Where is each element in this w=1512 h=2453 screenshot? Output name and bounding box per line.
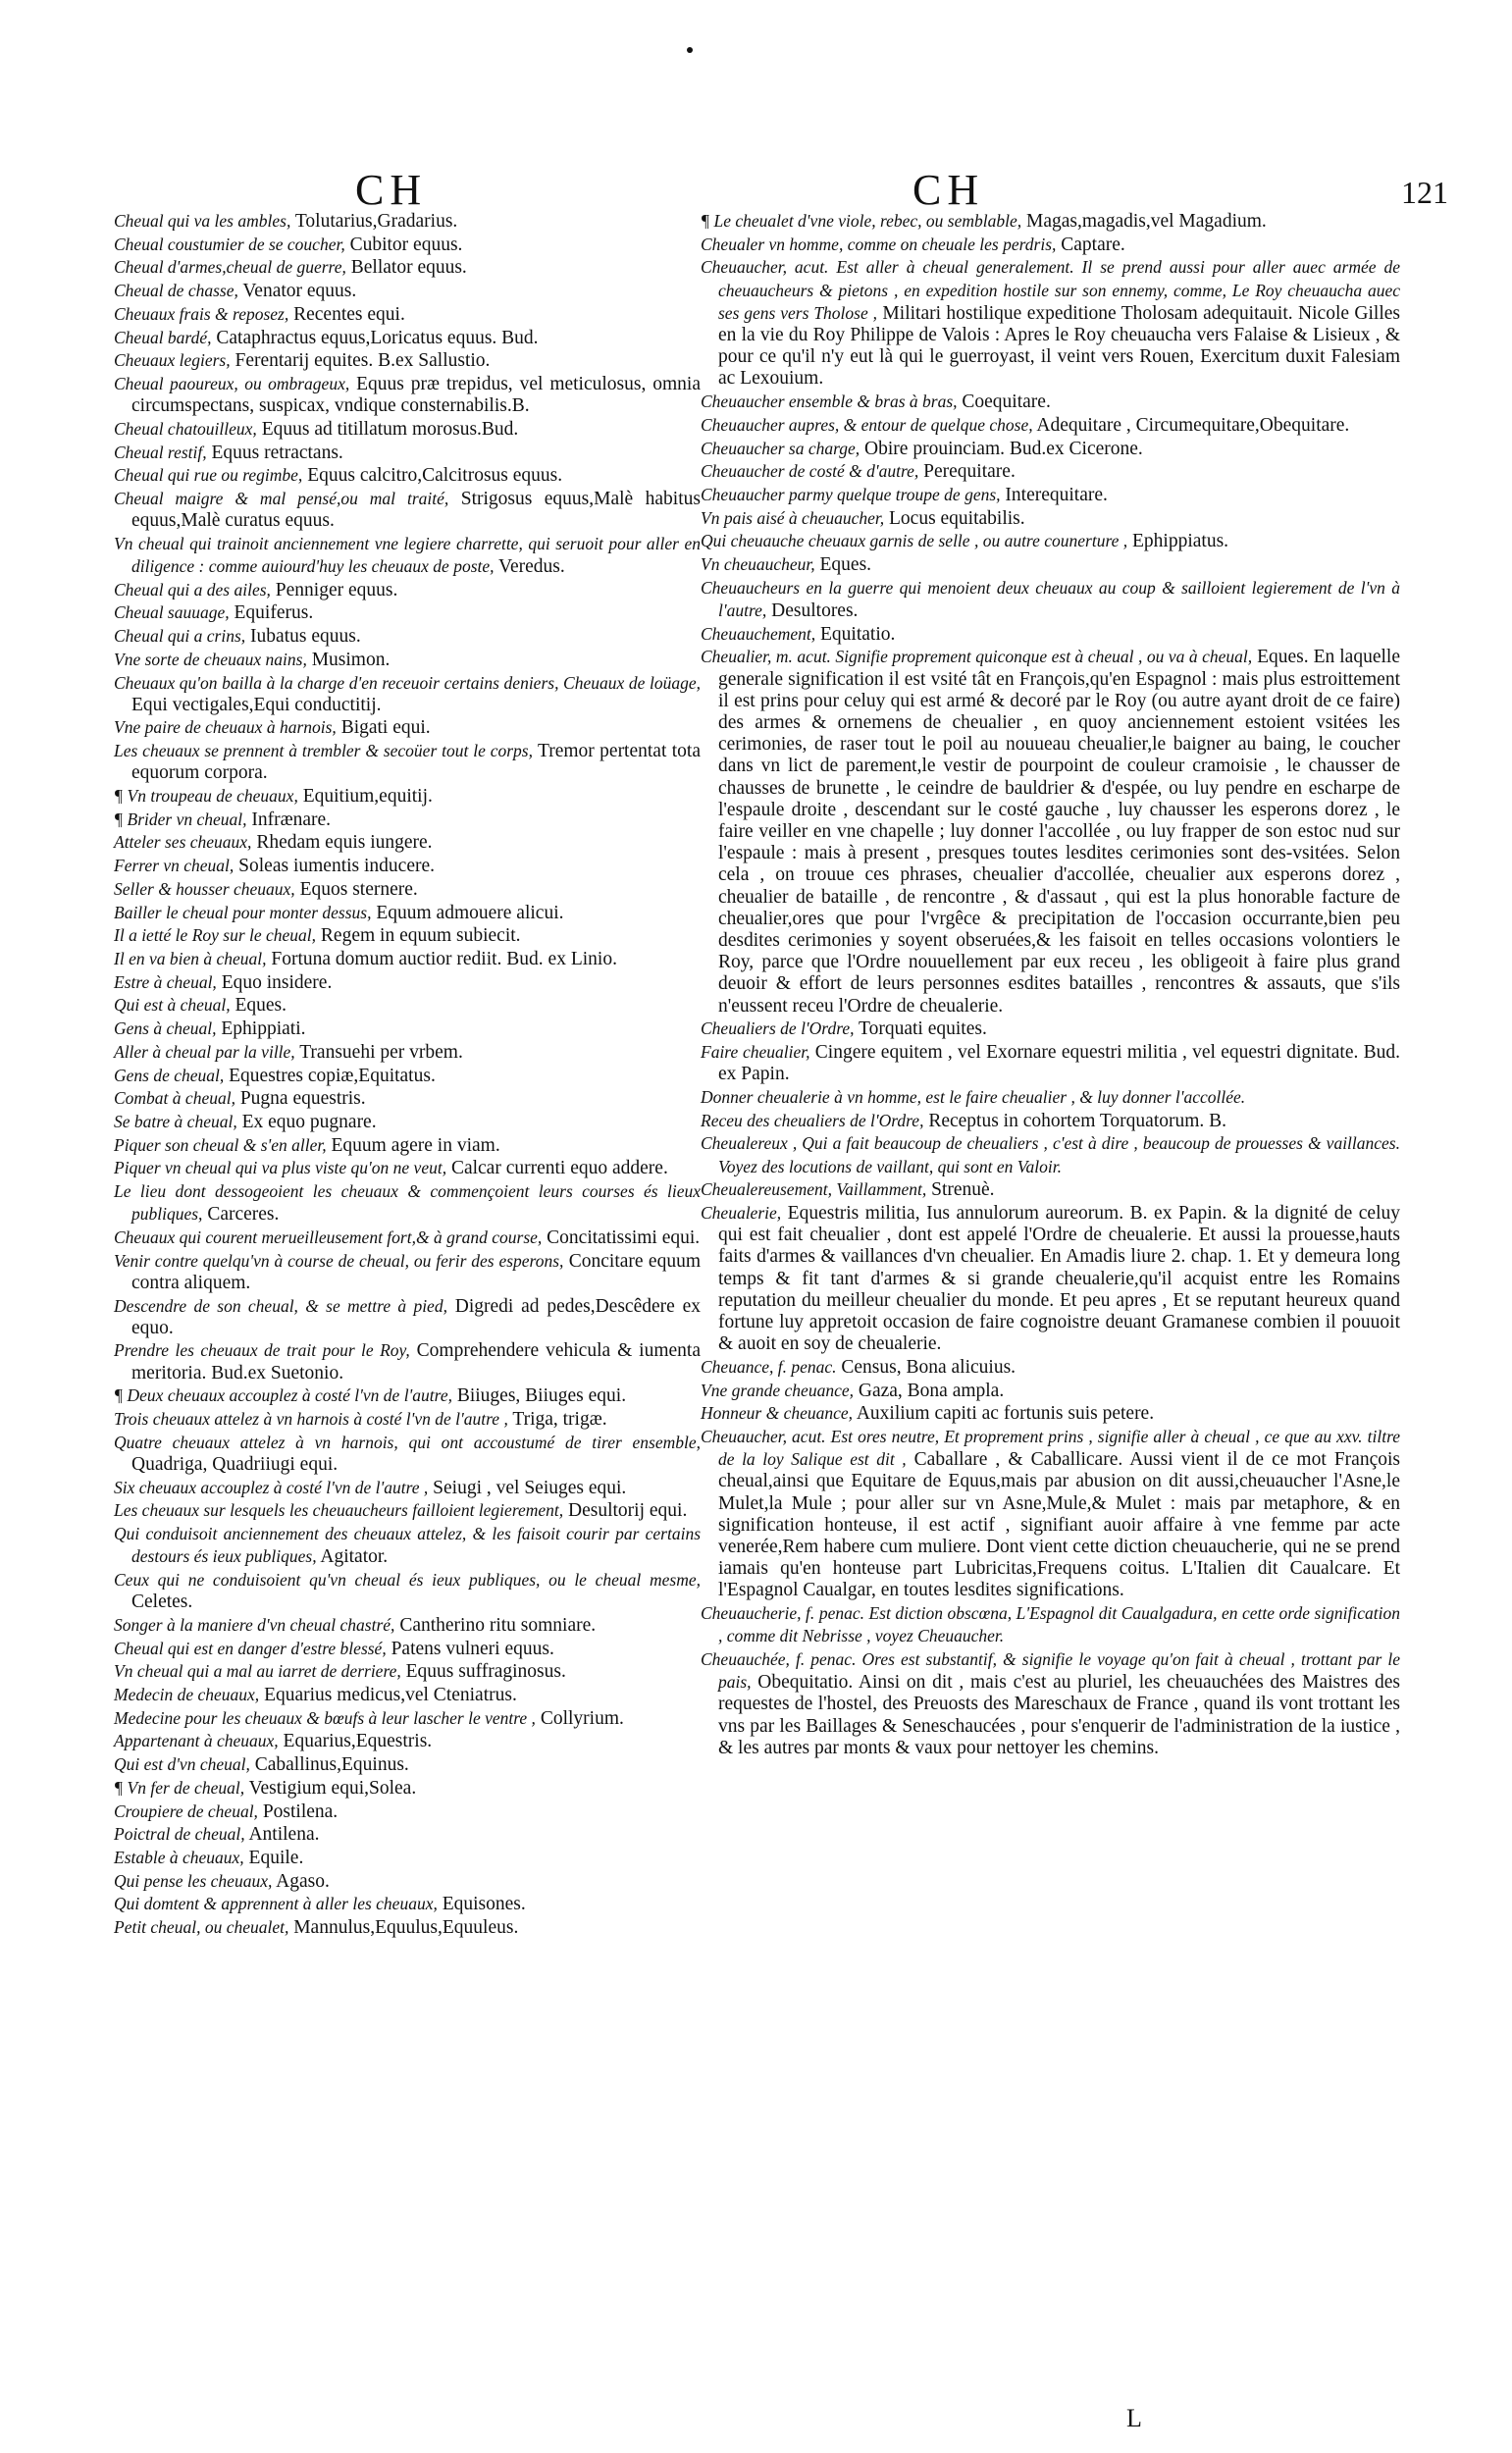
entry-french: Croupiere de cheual, bbox=[114, 1801, 258, 1821]
entry-latin: Equo insidere. bbox=[216, 971, 333, 993]
dictionary-entry bbox=[114, 349, 701, 372]
entry-french: Vn cheuaucheur, bbox=[701, 554, 815, 575]
entry-french: Vn pais aisé à cheuaucher, bbox=[701, 507, 885, 528]
entry-french: Cheualiers de l'Ordre, bbox=[701, 1018, 855, 1039]
entry-french: Les cheuaux se prennent à trembler & secoüer tout le corps, bbox=[114, 741, 533, 761]
dictionary-entry bbox=[701, 1426, 1400, 1602]
dictionary-entry bbox=[114, 1226, 701, 1249]
entry-latin: Ephippiati. bbox=[216, 1018, 306, 1040]
entry-french: Ferrer vn cheual, bbox=[114, 856, 235, 876]
dictionary-entry bbox=[114, 809, 701, 831]
dictionary-entry bbox=[114, 373, 701, 417]
entry-french: Cheualereusement, Vaillamment, bbox=[701, 1179, 927, 1200]
entry-french: Gens de cheual, bbox=[114, 1065, 225, 1085]
entry-latin: Digredi ad pedes,Descêdere ex equo. bbox=[131, 1295, 702, 1338]
entry-latin: Recentes equi. bbox=[288, 303, 405, 325]
entry-latin: Desultores. bbox=[766, 600, 859, 621]
dictionary-entry bbox=[114, 1065, 701, 1087]
entry-latin: Agaso. bbox=[272, 1870, 330, 1892]
dictionary-entry bbox=[114, 1087, 701, 1110]
entry-french: Trois cheuaux attelez à vn harnois à costé l'vn de l'autre , bbox=[114, 1409, 508, 1430]
dictionary-entry bbox=[114, 1777, 701, 1800]
dictionary-entry bbox=[701, 256, 1400, 390]
entry-latin: Caballare , & Caballicare. Aussi vient il de ce mot François cheual,ainsi que Equitare de Equus,mais par abusion on dit aussi,cheuaucher l'Asne,le Mulet,la Mule ; pour aller sur vn Asne,Mule,& Mulet : mais par metaphore, & en signification honteuse, il est actif , signifiant auoir affaire à vne femme par acte venerée,Rem habere cum muliere. Dont vient cette diction cheuaucherie, qui ne se prend iamais qu'en honteuse part Lubricitas,Frequens coitus. L'Italien dit Caualcare. Et l'Espagnol Caualgar, en toutes lesdites significations. bbox=[718, 1449, 1400, 1601]
entry-latin: Census, Bona alicuius. bbox=[836, 1356, 1017, 1378]
dictionary-entry bbox=[114, 1823, 701, 1846]
entry-french: Receu des cheualiers de l'Ordre, bbox=[701, 1110, 924, 1130]
dictionary-entry bbox=[114, 1041, 701, 1064]
entry-latin: Calcar currenti equo addere. bbox=[446, 1158, 668, 1179]
right-column bbox=[701, 210, 1400, 1760]
entry-latin: Receptus in cohortem Torquatorum. B. bbox=[923, 1110, 1227, 1131]
dictionary-entry bbox=[114, 1018, 701, 1040]
entry-french: Se batre à cheual, bbox=[114, 1111, 237, 1131]
entry-latin: Concitatissimi equi. bbox=[542, 1226, 701, 1248]
entry-french: Cheuauchée, f. penac. Ores est substantif, & signifie le voyage qu'on fait à cheual , trottant par le pais, bbox=[701, 1649, 1400, 1693]
dictionary-entry bbox=[114, 1408, 701, 1431]
dictionary-entry bbox=[114, 625, 701, 648]
entry-latin: Adequitare , Circumequitare,Obequitare. bbox=[1032, 414, 1350, 436]
entry-french: Cheuaucher, acut. Est ores neutre, Et proprement prins , signifie aller à cheual , ce que au xxv. tiltre de la loy Salique est dit , bbox=[701, 1426, 1400, 1470]
dictionary-entry bbox=[701, 1132, 1400, 1177]
entry-french: Cheual d'armes,cheual de guerre, bbox=[114, 257, 346, 278]
dictionary-entry bbox=[114, 464, 701, 487]
dictionary-entry bbox=[114, 831, 701, 854]
left-column bbox=[114, 210, 701, 1940]
entry-french: Venir contre quelqu'vn à course de cheual, ou ferir des esperons, bbox=[114, 1250, 564, 1271]
entry-french: Estre à cheual, bbox=[114, 971, 217, 992]
dictionary-entry bbox=[114, 303, 701, 326]
entry-french: Cheualier, m. acut. Signifie proprement quiconque est à cheual , ou va à cheual, bbox=[701, 647, 1253, 667]
entry-french: Medecine pour les cheuaux & bœufs à leur lascher le ventre , bbox=[114, 1707, 536, 1728]
dictionary-entry bbox=[114, 902, 701, 924]
entry-latin: Fortuna domum auctior rediit. Bud. ex Linio. bbox=[266, 949, 617, 969]
dictionary-entry bbox=[114, 971, 701, 994]
dictionary-entry bbox=[701, 1018, 1400, 1040]
dictionary-entry bbox=[114, 1339, 701, 1383]
entry-french: Qui est d'vn cheual, bbox=[114, 1754, 250, 1775]
entry-french: Cheual bardé, bbox=[114, 327, 212, 347]
entry-french: Cheuaux qu'on bailla à la charge d'en receuoir certains deniers, Cheuaux de loüage, bbox=[114, 672, 701, 693]
dictionary-entry bbox=[701, 1178, 1400, 1201]
entry-latin: Eques. En laquelle generale signification il est vsité tât en François,qu'en Espagnol : mais plus estroittement il est prins pour celuy qui est armé & decoré par le Roy (ou autre ayant droit de ce faire) des armes & ornemens de cheualier , en quoy anciennement estoient vsitées les cerimonies, de raser tout le poil au nouueau cheualier,le baigner au baing, le coucher dans vn lict de parement,le vestir de pourpoint de couleur cramoisie , le chausser de chausses de brunette , le ceindre de bauldrier & d'espée, ou luy pendre en escharpe de l'espaule droite , descendant sur le costé gauche , luy chausser les esperons dorez , le faire veiller en vne chapelle ; luy donner l'accollée , ou luy frapper de son estoc nud sur l'espaule : mais à present , presques toutes lesdites cerimonies sont des-vsitées. Selon cela , on trouue ces phrases, cheualier d'accollée, cheualier aux esperons dorez , cheualier de bataille , de rencontre , & d'assaut , qui est la plus honorable facture de cheualier,ores que pour l'vrgêce & precipitation de l'occasion occurrante,bien peu desdites cerimonies y soyent obseruées,& les faisoit en telles occasions volontiers le Roy, parce que l'Ordre nouuellement par eux receu , les obligeoit à faire plus grand deuoir & effort de leurs personnes esdites batailles , rencontres & assauts, que s'ils n'eussent receu l'Ordre de cheualerie. bbox=[718, 647, 1400, 1017]
entry-latin: Equus ad titillatum morosus.Bud. bbox=[256, 418, 519, 440]
dictionary-entry bbox=[114, 601, 701, 624]
entry-french: Qui cheuauche cheuaux garnis de selle , ou autre counerture , bbox=[701, 531, 1128, 551]
entry-french: Cheual sauuage, bbox=[114, 602, 230, 623]
dictionary-entry bbox=[701, 507, 1400, 530]
entry-latin: Equestres copiæ,Equitatus. bbox=[224, 1065, 436, 1086]
dictionary-entry bbox=[114, 1614, 701, 1637]
dictionary-entry bbox=[114, 924, 701, 947]
entry-french: ¶ Vn fer de cheual, bbox=[114, 1777, 245, 1798]
entry-latin: Equus calcitro,Calcitrosus equus. bbox=[302, 465, 563, 487]
dictionary-entry bbox=[701, 414, 1400, 437]
entry-french: Cheual de chasse, bbox=[114, 281, 238, 301]
entry-latin: Torquati equites. bbox=[854, 1018, 987, 1040]
entry-french: Medecin de cheuaux, bbox=[114, 1685, 260, 1704]
entry-latin: Regem in equum subiecit. bbox=[316, 925, 521, 947]
entry-french: Cheual qui va les ambles, bbox=[114, 211, 291, 231]
entry-french: Cheuaucheurs en la guerre qui menoient deux cheuaux au coup & sailloient legierement de l'vn à l'autre, bbox=[701, 577, 1400, 620]
entry-latin: Perequitare. bbox=[918, 461, 1016, 483]
entry-french: Cheual chatouilleux, bbox=[114, 418, 257, 439]
entry-latin: Comprehendere vehicula & iumenta meritoria. Bud.ex Suetonio. bbox=[131, 1340, 701, 1383]
entry-french: Vne paire de cheuaux à harnois, bbox=[114, 717, 337, 738]
entry-french: Quatre cheuaux attelez à vn harnois, qui ont accoustumé de tirer ensemble, bbox=[114, 1432, 701, 1452]
entry-latin: Equisones. bbox=[437, 1894, 526, 1915]
entry-french: Cheuaucher sa charge, bbox=[701, 438, 860, 458]
entry-latin: Auxilium capiti ac fortunis suis petere. bbox=[853, 1403, 1155, 1425]
dictionary-entry bbox=[114, 280, 701, 302]
entry-french: Honneur & cheuance, bbox=[701, 1403, 854, 1424]
entry-french: Estable à cheuaux, bbox=[114, 1847, 244, 1867]
dictionary-entry bbox=[114, 1180, 701, 1226]
dictionary-entry bbox=[701, 1110, 1400, 1132]
entry-french: Vn cheual qui trainoit anciennement vne legiere charrette, qui seruoit pour aller en diligence : comme auiourd'huy les cheuaux de poste, bbox=[114, 533, 701, 577]
entry-french: Qui pense les cheuaux, bbox=[114, 1870, 273, 1891]
dictionary-entry bbox=[701, 460, 1400, 483]
entry-latin: Equitium,equitij. bbox=[297, 786, 433, 808]
entry-french: Les cheuaux sur lesquels les cheuaucheurs failloient legierement, bbox=[114, 1500, 564, 1521]
entry-latin: Cingere equitem , vel Exornare equestri militia , vel equestri dignitate. Bud. ex Papin. bbox=[718, 1042, 1400, 1085]
ink-dot bbox=[687, 47, 693, 53]
entry-french: Piquer son cheual & s'en aller, bbox=[114, 1134, 327, 1155]
dictionary-entry bbox=[114, 649, 701, 671]
entry-french: Cheual qui a des ailes, bbox=[114, 579, 271, 600]
entry-french: Faire cheualier, bbox=[701, 1042, 810, 1063]
entry-latin: Strigosus equus,Malè habitus equus,Malè curatus equus. bbox=[131, 488, 701, 532]
entry-french: Le lieu dont dessogeoient les cheuaux & commençoient leurs courses és lieux publiques, bbox=[114, 1181, 701, 1225]
entry-french: ¶ Brider vn cheual, bbox=[114, 809, 247, 829]
entry-french: Piquer vn cheual qui va plus viste qu'on ne veut, bbox=[114, 1158, 447, 1178]
dictionary-entry bbox=[114, 1893, 701, 1915]
dictionary-entry bbox=[701, 1380, 1400, 1402]
entry-latin: Interequitare. bbox=[1000, 484, 1108, 505]
dictionary-entry bbox=[114, 442, 701, 464]
entry-latin: Equum agere in viam. bbox=[326, 1134, 500, 1156]
entry-latin: Agitator. bbox=[316, 1546, 389, 1568]
signature-mark: L bbox=[1126, 2404, 1142, 2432]
entry-french: Cheuaux frais & reposez, bbox=[114, 303, 289, 324]
dictionary-entry bbox=[114, 1638, 701, 1660]
entry-french: Donner cheualerie à vn homme, est le faire cheualier , & luy donner l'accollée. bbox=[701, 1086, 1246, 1107]
running-head-left: CH bbox=[355, 166, 428, 214]
dictionary-entry bbox=[114, 1384, 701, 1407]
entry-latin: Equus præ trepidus, vel meticulosus, omnia circumspectans, suspicax, vndique consternabilis.B. bbox=[131, 373, 702, 417]
dictionary-entry bbox=[114, 1134, 701, 1157]
entry-french: Cheuaux qui courent merueilleusement fort,& à grand course, bbox=[114, 1226, 543, 1247]
entry-latin: Caballinus,Equinus. bbox=[249, 1754, 409, 1776]
entry-french: Atteler ses cheuaux, bbox=[114, 832, 252, 853]
entry-latin: Patens vulneri equus. bbox=[386, 1638, 554, 1659]
entry-french: Cheual qui rue ou regimbe, bbox=[114, 465, 303, 486]
running-head-right: CH bbox=[912, 166, 985, 214]
entry-latin: Soleas iumentis inducere. bbox=[234, 856, 435, 877]
entry-french: Petit cheual, ou cheualet, bbox=[114, 1917, 289, 1938]
dictionary-entry bbox=[701, 1402, 1400, 1425]
dictionary-entry bbox=[114, 1157, 701, 1179]
entry-french: ¶ Le cheualet d'vne viole, rebec, ou semblable, bbox=[701, 211, 1022, 231]
entry-latin: Desultorij equi. bbox=[563, 1500, 688, 1522]
entry-latin: Obire prouinciam. Bud.ex Cicerone. bbox=[860, 438, 1143, 459]
entry-french: Aller à cheual par la ville, bbox=[114, 1041, 295, 1062]
entry-latin: Venator equus. bbox=[237, 281, 357, 302]
entry-latin: Equos sternere. bbox=[294, 878, 418, 900]
page-number: 121 bbox=[1401, 175, 1448, 210]
dictionary-entry bbox=[114, 1730, 701, 1752]
dictionary-entry bbox=[114, 1707, 701, 1730]
entry-latin: Obequitatio. Ainsi on dit , mais c'est au pluriel, les cheuauchées des Maistres des requestes de l'hostel, des Preuosts des Mareschaux de France , quand ils vont trottant les vns par les Baillages & Seneschaucées , pour s'enquerir de l'administration de la iustice , & les autres par monts & vaux pour nettoyer les chemins. bbox=[718, 1672, 1400, 1758]
entry-french: Il a ietté le Roy sur le cheual, bbox=[114, 925, 317, 946]
entry-french: Cheual qui a crins, bbox=[114, 626, 246, 647]
dictionary-entry bbox=[114, 855, 701, 877]
entry-french: Cheuaucherie, f. penac. Est diction obscœna, L'Espagnol dit Caualgadura, en cette orde signification , comme dit Nebrisse , voyez Cheuaucher. bbox=[701, 1603, 1400, 1646]
dictionary-entry bbox=[114, 1111, 701, 1133]
entry-french: Cheualer vn homme, comme on cheuale les perdris, bbox=[701, 234, 1057, 254]
dictionary-entry bbox=[114, 234, 701, 256]
entry-french: Cheuaucher aupres, & entour de quelque chose, bbox=[701, 414, 1033, 435]
entry-french: Qui domtent & apprennent à aller les cheuaux, bbox=[114, 1894, 438, 1914]
dictionary-entry bbox=[114, 672, 701, 716]
dictionary-entry bbox=[114, 785, 701, 808]
entry-french: Cheuaucher, acut. Est aller à cheual generalement. Il se prend aussi pour aller auec armée de cheuaucheurs & pietons , en expedition hostile sur son ennemy, comme, Le Roy cheuaucha auec ses gens vers Tholose , bbox=[701, 257, 1400, 323]
dictionary-entry bbox=[701, 438, 1400, 460]
entry-french: Combat à cheual, bbox=[114, 1088, 235, 1109]
dictionary-entry bbox=[701, 1202, 1400, 1355]
entry-french: Ceux qui ne conduisoient qu'vn cheual és ieux publiques, ou le cheual mesme, bbox=[114, 1569, 701, 1590]
entry-french: Appartenant à cheuaux, bbox=[114, 1731, 279, 1751]
entry-french: Qui conduisoit anciennement des cheuaux attelez, & les faisoit courir par certains destours és ieux publiques, bbox=[114, 1524, 701, 1567]
entry-latin: Eques. bbox=[814, 554, 872, 576]
entry-latin: Ferentarij equites. B.ex Sallustio. bbox=[230, 350, 491, 372]
dictionary-entry bbox=[114, 1916, 701, 1939]
entry-latin: Ephippiatus. bbox=[1127, 531, 1229, 552]
entry-latin: Celetes. bbox=[131, 1592, 193, 1613]
dictionary-entry bbox=[114, 1499, 701, 1522]
entry-latin: Concitare equum contra aliquem. bbox=[131, 1250, 701, 1293]
entry-french: Vne sorte de cheuaux nains, bbox=[114, 649, 307, 669]
dictionary-entry bbox=[114, 1569, 701, 1613]
entry-latin: Quadriga, Quadriiugi equi. bbox=[131, 1453, 339, 1475]
entry-latin: Antilena. bbox=[244, 1824, 320, 1846]
entry-latin: Postilena. bbox=[257, 1801, 339, 1822]
dictionary-entry bbox=[114, 1660, 701, 1683]
entry-french: Cheuauchement, bbox=[701, 623, 816, 644]
dictionary-entry bbox=[114, 210, 701, 233]
entry-latin: Seiugi , vel Seiuges equi. bbox=[428, 1477, 627, 1498]
dictionary-entry bbox=[114, 878, 701, 901]
dictionary-entry bbox=[114, 994, 701, 1017]
entry-french: Songer à la maniere d'vn cheual chastré, bbox=[114, 1614, 395, 1635]
entry-latin: Bellator equus. bbox=[345, 257, 467, 279]
dictionary-entry bbox=[114, 533, 701, 578]
dictionary-entry bbox=[114, 256, 701, 279]
entry-latin: Equarius,Equestris. bbox=[278, 1731, 433, 1752]
entry-latin: Magas,magadis,vel Magadium. bbox=[1021, 211, 1267, 232]
entry-french: Prendre les cheuaux de trait pour le Roy, bbox=[114, 1340, 410, 1361]
dictionary-entry bbox=[114, 1250, 701, 1294]
entry-french: Cheuaux legiers, bbox=[114, 350, 231, 371]
dictionary-entry bbox=[114, 1870, 701, 1893]
entry-latin: Bigati equi. bbox=[336, 717, 431, 739]
dictionary-entry bbox=[114, 740, 701, 784]
entry-latin: Gaza, Bona ampla. bbox=[853, 1380, 1005, 1401]
dictionary-entry bbox=[701, 530, 1400, 552]
entry-french: Cheual maigre & mal pensé,ou mal traité, bbox=[114, 488, 449, 508]
dictionary-entry bbox=[114, 1753, 701, 1776]
dictionary-entry bbox=[114, 1847, 701, 1869]
entry-latin: Tremor pertentat tota equorum corpora. bbox=[131, 741, 701, 784]
entry-latin: Rhedam equis iungere. bbox=[251, 832, 433, 854]
entry-french: Cheual paoureux, ou ombrageux, bbox=[114, 373, 350, 393]
entry-latin: Transuehi per vrbem. bbox=[294, 1041, 463, 1063]
entry-french: Cheuance, f. penac. bbox=[701, 1356, 837, 1377]
dictionary-entry bbox=[114, 327, 701, 349]
entry-latin: Mannulus,Equulus,Equuleus. bbox=[288, 1917, 519, 1939]
dictionary-entry bbox=[114, 579, 701, 601]
entry-french: Six cheuaux accouplez à costé l'vn de l'autre , bbox=[114, 1477, 429, 1497]
entry-latin: Equi vectigales,Equi conductitij. bbox=[131, 694, 382, 715]
entry-french: Qui est à cheual, bbox=[114, 995, 231, 1016]
dictionary-entry bbox=[114, 488, 701, 532]
entry-latin: Militari hostilique expeditione Tholosam adequitauit. Nicole Gilles en la vie du Roy Philippe de Valois : Apres le Roy cheuaucha vers Falaise & Lisieux , & pour ce qu'il n'y eut là qui le guerroyast, il veint vers Rouen, Exercitum duxit Falesiam ac Lexouium. bbox=[718, 302, 1401, 390]
entry-latin: Collyrium. bbox=[535, 1707, 624, 1729]
dictionary-entry bbox=[114, 948, 701, 970]
entry-latin: Equarius medicus,vel Cteniatrus. bbox=[259, 1685, 517, 1705]
entry-french: Seller & housser cheuaux, bbox=[114, 878, 295, 899]
entry-latin: Pugna equestris. bbox=[235, 1088, 366, 1110]
dictionary-entry bbox=[114, 716, 701, 739]
entry-latin: Veredus. bbox=[494, 556, 565, 578]
entry-french: Il en va bien à cheual, bbox=[114, 949, 267, 968]
entry-french: ¶ Deux cheuaux accouplez à costé l'vn de l'autre, bbox=[114, 1385, 452, 1406]
dictionary-entry bbox=[701, 1648, 1400, 1759]
entry-french: Cheualereux , Qui a fait beaucoup de cheualiers , c'est à dire , beaucoup de prouesses & vaillances. Voyez des locutions de vaillant, qui sont en Valoir. bbox=[701, 1133, 1400, 1176]
entry-french: Cheualerie, bbox=[701, 1202, 782, 1223]
entry-french: Gens à cheual, bbox=[114, 1018, 217, 1039]
dictionary-entry bbox=[701, 1041, 1400, 1085]
entry-latin: Equestris militia, Ius annulorum aureorum. B. ex Papin. & la dignité de celuy qui est fait cheualier , dont est appelé l'Ordre de cheualerie. Et aussi la prouesse,hauts faits d'armes & vaillances d'vn cheualier. En Amadis liure 2. chap. 1. Et y demeura long temps & fit tant d'armes & si grande cheualerie,qu'il acquist entre les Romains reputation du meilleur cheualier du monde. Et peu apres , Et se reputant heureux quand fortune luy appretoit occasion de faire cognoistre deuant Gramanese combien il pouuoit & auoit en soy de cheualerie. bbox=[718, 1202, 1400, 1355]
entry-french: Bailler le cheual pour monter dessus, bbox=[114, 902, 372, 922]
entry-latin: Cantherino ritu somniare. bbox=[394, 1614, 597, 1636]
entry-french: Vn cheual qui a mal au iarret de derriere, bbox=[114, 1661, 401, 1682]
dictionary-entry bbox=[114, 1523, 701, 1568]
entry-latin: Iubatus equus. bbox=[245, 626, 361, 648]
dictionary-entry bbox=[114, 1477, 701, 1499]
dictionary-entry bbox=[701, 391, 1400, 413]
dictionary-entry bbox=[114, 418, 701, 441]
entry-latin: Equitatio. bbox=[815, 623, 896, 645]
entry-french: Vne grande cheuance, bbox=[701, 1380, 854, 1400]
entry-french: Cheual restif, bbox=[114, 442, 207, 462]
entry-latin: Penniger equus. bbox=[270, 579, 398, 600]
entry-latin: Cataphractus equus,Loricatus equus. Bud. bbox=[211, 327, 539, 348]
dictionary-entry bbox=[701, 210, 1400, 233]
dictionary-entry bbox=[701, 234, 1400, 256]
entry-latin: Cubitor equus. bbox=[344, 234, 463, 255]
entry-french: ¶ Vn troupeau de cheuaux, bbox=[114, 786, 298, 807]
entry-latin: Equile. bbox=[243, 1847, 304, 1868]
dictionary-entry bbox=[701, 1356, 1400, 1379]
entry-latin: Equus retractans. bbox=[206, 442, 343, 463]
entry-french: Cheual coustumier de se coucher, bbox=[114, 234, 345, 254]
dictionary-entry bbox=[701, 1602, 1400, 1647]
dictionary-entry bbox=[114, 1432, 701, 1476]
entry-latin: Eques. bbox=[230, 995, 287, 1017]
dictionary-entry bbox=[701, 646, 1400, 1017]
entry-french: Descendre de son cheual, & se mettre à pied, bbox=[114, 1295, 447, 1316]
entry-latin: Infrænare. bbox=[246, 809, 332, 830]
entry-latin: Triga, trigæ. bbox=[507, 1409, 607, 1431]
entry-latin: Biiuges, Biiuges equi. bbox=[451, 1385, 627, 1407]
entry-latin: Equiferus. bbox=[229, 602, 314, 624]
dictionary-entry bbox=[114, 1801, 701, 1823]
entry-latin: Vestigium equi,Solea. bbox=[244, 1777, 417, 1799]
dictionary-entry bbox=[701, 623, 1400, 646]
entry-french: Poictral de cheual, bbox=[114, 1824, 245, 1845]
entry-french: Cheuaucher parmy quelque troupe de gens, bbox=[701, 484, 1001, 504]
entry-french: Cheuaucher de costé & d'autre, bbox=[701, 461, 919, 482]
entry-latin: Musimon. bbox=[306, 649, 391, 670]
dictionary-entry bbox=[701, 484, 1400, 506]
dictionary-entry bbox=[114, 1684, 701, 1706]
entry-french: Cheuaucher ensemble & bras à bras, bbox=[701, 391, 958, 412]
dictionary-entry bbox=[701, 577, 1400, 622]
entry-latin: Coequitare. bbox=[957, 391, 1051, 413]
entry-french: Cheual qui est en danger d'estre blessé, bbox=[114, 1638, 387, 1658]
entry-latin: Equum admouere alicui. bbox=[371, 902, 564, 923]
dictionary-entry bbox=[701, 553, 1400, 576]
entry-latin: Ex equo pugnare. bbox=[236, 1111, 377, 1132]
entry-latin: Captare. bbox=[1056, 234, 1125, 255]
dictionary-entry bbox=[701, 1086, 1400, 1109]
dictionary-entry bbox=[114, 1295, 701, 1339]
entry-latin: Strenuè. bbox=[926, 1179, 995, 1201]
entry-latin: Tolutarius,Gradarius. bbox=[290, 211, 458, 232]
entry-latin: Carceres. bbox=[202, 1204, 280, 1226]
entry-latin: Equus suffraginosus. bbox=[400, 1661, 566, 1683]
entry-latin: Locus equitabilis. bbox=[884, 507, 1025, 529]
